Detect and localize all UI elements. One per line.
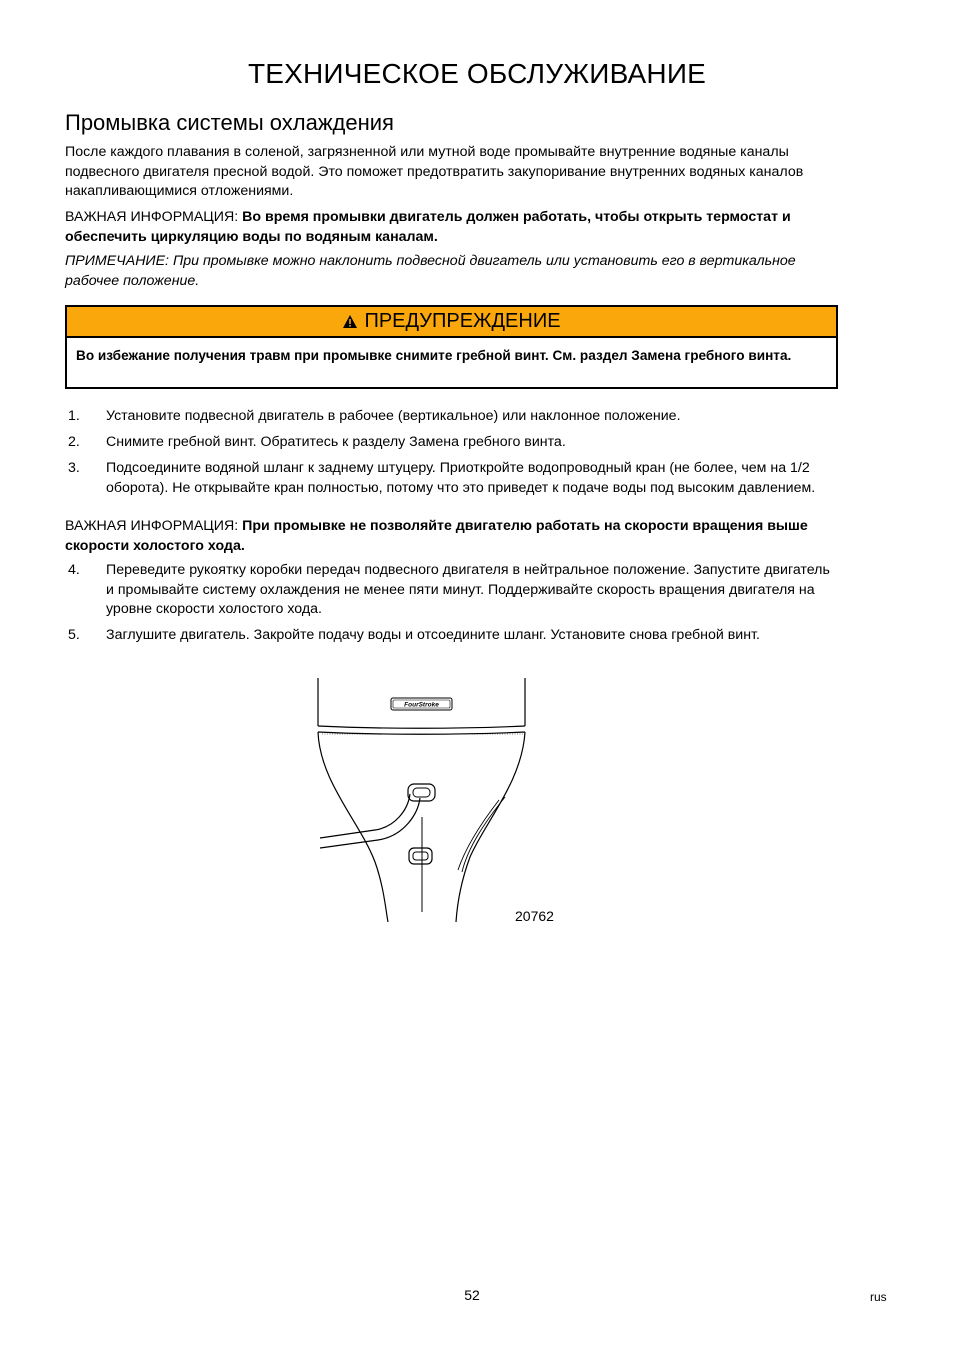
intro-paragraph: После каждого плавания в соленой, загрязненной или мутной воде промывайте внутренние водяные каналы подвесного двигателя пресной водой. Это поможет предотвратить закупоривание внутренних водяных каналов накапливающимися отложениями. (65, 144, 804, 199)
important-text: При промывке не позволяйте двигателю работать на скорости вращения выше скорости холостого хода. (65, 518, 808, 554)
warning-box (65, 305, 838, 389)
page-number: 52 (464, 1287, 480, 1303)
note-text: При промывке можно наклонить подвесной двигатель или установить его в вертикальное рабочее положение. (65, 253, 796, 289)
note-paragraph (65, 252, 840, 291)
important-info-1 (65, 208, 840, 247)
section-title: Промывка системы охлаждения (65, 110, 394, 135)
outboard-flush-illustration (300, 672, 540, 928)
step-text: Переведите рукоятку коробки передач подвесного двигателя в нейтральное положение. Запустите двигатель и промывайте систему охлаждения не менее пяти минут. Поддерживайте скорость вращения двигателя на уровне скорости холостого хода. (106, 562, 830, 617)
step-text: Заглушите двигатель. Закройте подачу воды и отсоедините шланг. Установите снова гребной винт. (106, 627, 760, 643)
important-info-2 (65, 517, 840, 556)
logo-text: FourStroke (404, 701, 439, 709)
important-text: Во время промывки двигатель должен работать, чтобы открыть термостат и обеспечить циркуляцию воды по водяным каналам. (65, 209, 791, 245)
warning-triangle-icon (342, 314, 358, 329)
step-text-tail: . (561, 434, 566, 450)
step-number: 2. (68, 434, 80, 450)
step-text: Подсоедините водяной шланг к заднему штуцеру. Приоткройте водопроводный кран (не более, чем на 1/2 оборота). Не открывайте кран полностью, потому что это приведет к подаче воды под высоким давлением. (106, 460, 816, 496)
important-label: ВАЖНАЯ ИНФОРМАЦИЯ: (65, 518, 239, 534)
step-link-text: Замена гребного винта (409, 434, 562, 450)
step-number: 3. (68, 460, 80, 476)
step-text: Установите подвесной двигатель в рабочее (вертикальное) или наклонное положение. (106, 408, 681, 424)
step-number: 4. (68, 562, 80, 578)
warning-header (67, 307, 836, 338)
warning-text: Во избежание получения травм при промывке снимите гребной винт. См. раздел Замена гребного винта. (76, 348, 792, 363)
figure-code: 20762 (515, 908, 554, 924)
step-text (106, 433, 836, 453)
step-text-main: Снимите гребной винт. Обратитесь к разделу (106, 434, 410, 450)
fourstroke-logo (391, 698, 452, 710)
important-label: ВАЖНАЯ ИНФОРМАЦИЯ: (65, 209, 239, 225)
step-number: 1. (68, 408, 80, 424)
page-title: ТЕХНИЧЕСКОЕ ОБСЛУЖИВАНИЕ (247, 58, 707, 89)
language-code: rus (870, 1290, 887, 1304)
step-number: 5. (68, 627, 80, 643)
warning-title: ПРЕДУПРЕЖДЕНИЕ (364, 310, 561, 332)
note-label: ПРИМЕЧАНИЕ: (65, 253, 169, 269)
